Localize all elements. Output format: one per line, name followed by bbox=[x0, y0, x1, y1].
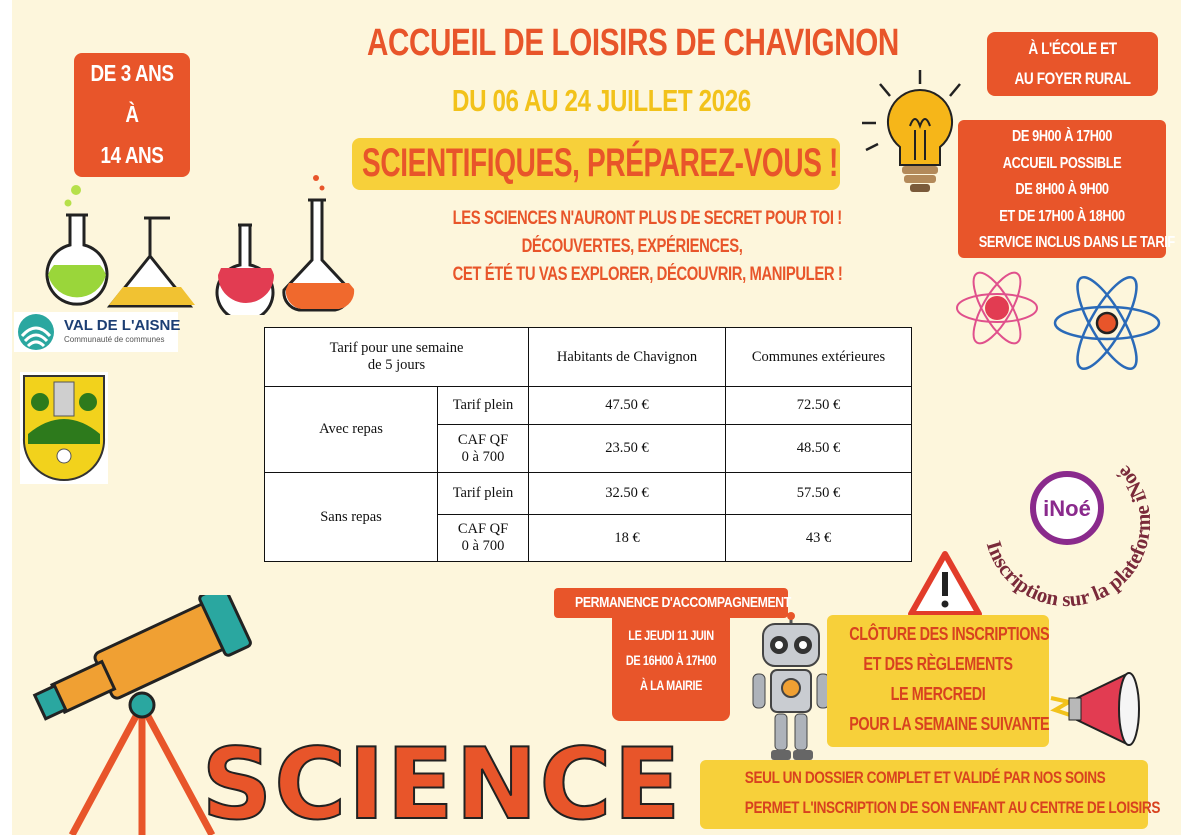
tall-flask-icon bbox=[284, 175, 354, 310]
intro-line: LES SCIENCES N'AURONT PLUS DE SECRET POUR TOI ! bbox=[452, 208, 842, 229]
table-row bbox=[265, 387, 912, 425]
table-row-type-line: CAF QF bbox=[457, 431, 509, 448]
val-de-aisne-name: VAL DE L'AISNE bbox=[64, 317, 181, 334]
location-badge bbox=[987, 32, 1158, 96]
table-row-type bbox=[438, 425, 529, 473]
table-row bbox=[265, 473, 912, 515]
table-row-type-line: 0 à 700 bbox=[461, 448, 505, 465]
table-row-type-line: 0 à 700 bbox=[461, 538, 505, 554]
inoe-registration-badge bbox=[962, 418, 1172, 628]
tariff-table bbox=[264, 327, 912, 562]
val-de-aisne-sub: Communauté de communes bbox=[64, 335, 165, 344]
table-cell: 18 € bbox=[529, 515, 726, 562]
closing-line: ET DES RÈGLEMENTS bbox=[863, 654, 1013, 674]
poster-dates: DU 06 AU 24 JUILLET 2026 bbox=[452, 83, 751, 118]
table-header-label bbox=[265, 328, 529, 387]
val-de-aisne-icon bbox=[16, 312, 56, 352]
table-group-label: Sans repas bbox=[265, 473, 438, 562]
poster-title: ACCUEIL DE LOISIRS DE CHAVIGNON bbox=[367, 22, 899, 64]
closing-line: POUR LA SEMAINE SUIVANTE bbox=[849, 714, 1050, 734]
inoe-arc-path-text: Inscription sur la plateforme iNoé bbox=[981, 461, 1156, 612]
blue-atom-icon bbox=[1055, 270, 1159, 376]
hours-line: SERVICE INCLUS DANS LE TARIF bbox=[978, 234, 1175, 251]
dossier-line: PERMET L'INSCRIPTION DE SON ENFANT AU CENTRE DE LOISIRS bbox=[744, 798, 1161, 817]
pink-atom-icon bbox=[957, 266, 1037, 349]
age-line: À bbox=[125, 101, 139, 127]
conical-flask-icon bbox=[109, 218, 195, 306]
intro-line: DÉCOUVERTES, EXPÉRIENCES, bbox=[521, 236, 743, 257]
table-cell: 72.50 € bbox=[726, 387, 912, 425]
table-cell: 32.50 € bbox=[529, 473, 726, 515]
dossier-notice bbox=[700, 760, 1161, 829]
table-header-col2: Communes extérieures bbox=[726, 328, 912, 387]
robot-icon bbox=[745, 612, 837, 762]
hours-line: DE 8H00 À 9H00 bbox=[1015, 181, 1109, 198]
hours-badge bbox=[958, 120, 1175, 258]
table-row-type bbox=[438, 515, 529, 562]
round-flask-icon bbox=[47, 185, 107, 304]
table-row-type: Tarif plein bbox=[438, 473, 529, 515]
location-line: À L'ÉCOLE ET bbox=[1028, 39, 1117, 58]
pink-flask-icon bbox=[217, 225, 274, 315]
hours-line: ACCUEIL POSSIBLE bbox=[1002, 154, 1122, 172]
table-header-label-line: Tarif pour une semaine bbox=[329, 340, 464, 356]
warning-icon bbox=[907, 550, 983, 620]
table-group-label: Avec repas bbox=[265, 387, 438, 473]
hours-line: ET DE 17H00 À 18H00 bbox=[999, 207, 1125, 225]
val-de-aisne-logo bbox=[14, 312, 181, 352]
dossier-line: SEUL UN DOSSIER COMPLET ET VALIDÉ PAR NOS SOINS bbox=[744, 768, 1106, 787]
permanence-details bbox=[612, 618, 730, 721]
poster bbox=[12, 0, 1181, 835]
town-crest bbox=[20, 372, 108, 484]
permanence-line: À LA MAIRIE bbox=[639, 677, 703, 693]
closing-line: CLÔTURE DES INSCRIPTIONS bbox=[849, 624, 1050, 644]
megaphone-icon bbox=[1047, 668, 1162, 753]
flasks-illustration bbox=[26, 170, 356, 315]
table-header-col1: Habitants de Chavignon bbox=[529, 328, 726, 387]
age-line: DE 3 ANS bbox=[90, 60, 174, 86]
permanence-title-text: PERMANENCE D'ACCOMPAGNEMENT bbox=[575, 594, 791, 611]
hours-line: DE 9H00 À 17H00 bbox=[1011, 128, 1112, 145]
location-line: AU FOYER RURAL bbox=[1014, 69, 1131, 88]
table-row-type-line: CAF QF bbox=[457, 521, 509, 537]
closing-line: LE MERCREDI bbox=[890, 684, 986, 704]
table-header-row bbox=[265, 328, 912, 387]
intro-line: CET ÉTÉ TU VAS EXPLORER, DÉCOUVRIR, MANIPULER ! bbox=[452, 264, 843, 285]
table-header-label-line: de 5 jours bbox=[367, 357, 426, 373]
poster-headline: SCIENTIFIQUES, PRÉPAREZ-VOUS ! bbox=[362, 141, 838, 185]
table-cell: 47.50 € bbox=[529, 387, 726, 425]
intro-text bbox=[402, 205, 862, 289]
table-cell: 48.50 € bbox=[726, 425, 912, 473]
permanence-line: LE JEUDI 11 JUIN bbox=[628, 627, 714, 643]
age-badge bbox=[74, 53, 190, 177]
science-word: SCIENCE bbox=[202, 730, 682, 830]
atoms-illustration bbox=[942, 258, 1167, 383]
closing-notice bbox=[827, 615, 1049, 747]
table-cell: 23.50 € bbox=[529, 425, 726, 473]
permanence-line: DE 16H00 À 17H00 bbox=[625, 652, 717, 668]
age-line: 14 ANS bbox=[100, 142, 164, 168]
science-word-art bbox=[202, 730, 682, 830]
inoe-name: iNoé bbox=[1043, 496, 1091, 521]
table-cell: 43 € bbox=[726, 515, 912, 562]
table-cell: 57.50 € bbox=[726, 473, 912, 515]
table-row-type: Tarif plein bbox=[438, 387, 529, 425]
